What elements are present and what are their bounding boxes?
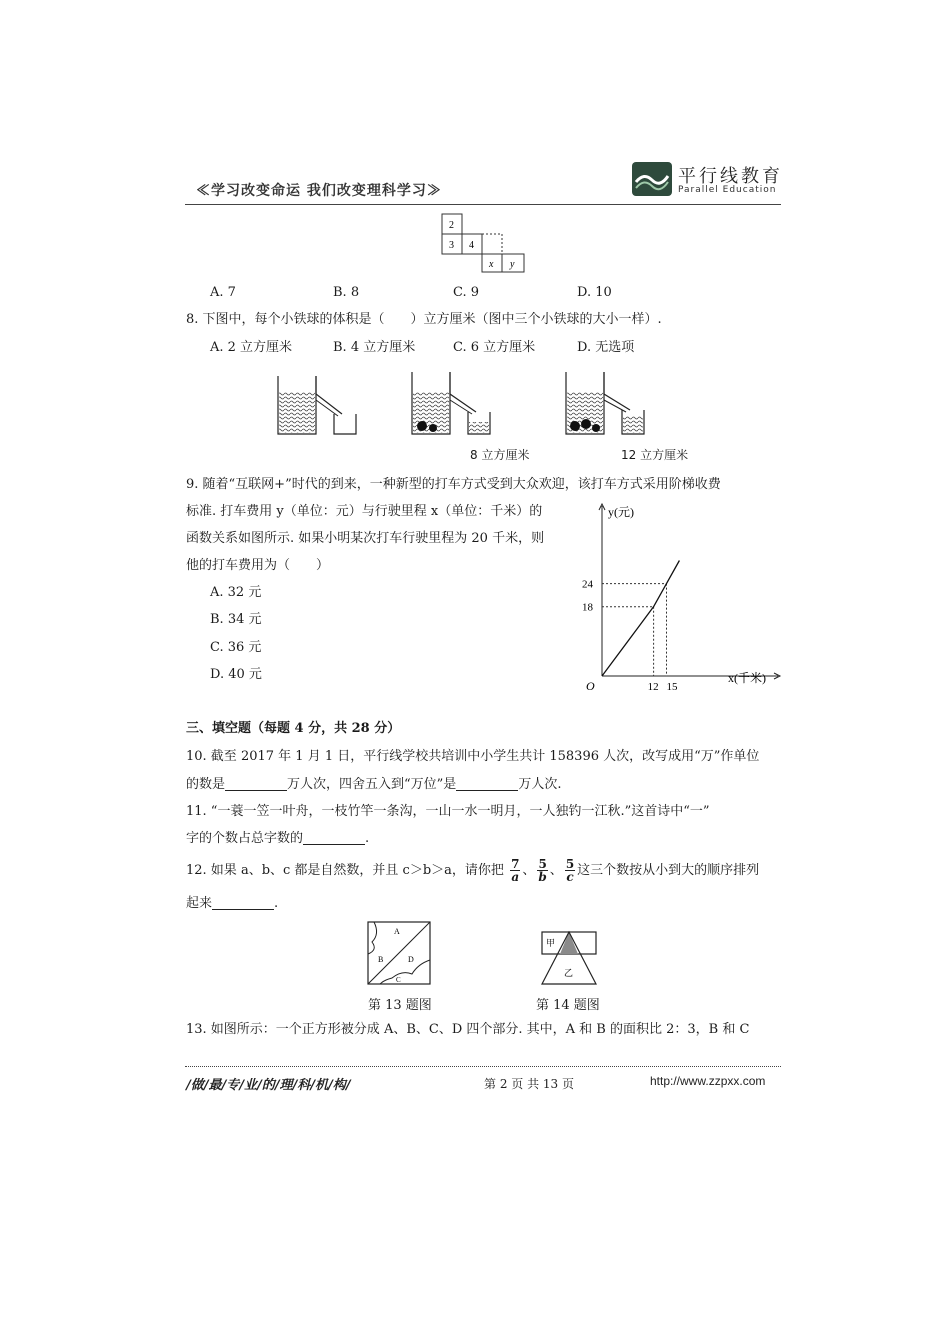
iron-ball — [429, 424, 437, 432]
fig14-label-yi: 乙 — [564, 969, 574, 979]
q9-option-c: C. 36 元 — [210, 640, 262, 655]
q9-option-a: A. 32 元 — [210, 585, 262, 600]
fraction-5-over-c — [565, 858, 575, 883]
q10-text-a: 的数是 — [186, 777, 226, 792]
footer-slogan: /做/最/专/业/的/理/科/机/构/ — [186, 1078, 351, 1093]
q7-option-d: D. 10 — [577, 285, 612, 300]
frac1-numerator: 7 — [511, 857, 520, 871]
brand-name: 平行线教育 — [678, 166, 783, 187]
x-tick-label: 12 — [647, 681, 659, 693]
q8-option-a: A. 2 立方厘米 — [210, 340, 293, 355]
beaker-set-1 — [278, 376, 356, 434]
q7-option-b: B. 8 — [333, 285, 360, 300]
q8-option-c: C. 6 立方厘米 — [453, 340, 536, 355]
beaker-caption-3: 12 立方厘米 — [621, 448, 689, 462]
footer-dotted-rule — [185, 1066, 781, 1067]
net-label-3: 3 — [449, 240, 454, 251]
taxi-fare-chart — [578, 498, 788, 694]
q9-option-b: B. 34 元 — [210, 612, 262, 627]
q12-blank[interactable] — [212, 895, 274, 910]
figure-13-caption: 第 13 题图 — [368, 998, 432, 1013]
brand-english: Parallel Education — [678, 185, 777, 195]
q10-line-2 — [186, 776, 561, 794]
q11-text-a: 字的个数占总字数的 — [186, 831, 304, 846]
footer-url[interactable]: http://www.zzpxx.com — [650, 1074, 766, 1088]
q12-sep-2: 、 — [549, 863, 563, 878]
iron-ball — [570, 421, 580, 431]
frac2-numerator: 5 — [538, 857, 547, 871]
origin-label: O — [586, 679, 595, 693]
fare-line — [602, 561, 679, 677]
q7-option-c: C. 9 — [453, 285, 480, 300]
net-label-4: 4 — [469, 240, 474, 251]
header-slogan: ≪学习改变命运 我们改变理科学习≫ — [196, 183, 442, 199]
beaker-caption-2: 8 立方厘米 — [470, 448, 530, 462]
q12-text-d: . — [274, 896, 279, 911]
q11-line-2 — [186, 830, 369, 848]
q8-option-b: B. 4 立方厘米 — [333, 340, 416, 355]
frac1-denominator: a — [511, 870, 520, 884]
iron-ball — [581, 419, 591, 429]
q13-line-1: 13. 如图所示：一个正方形被分成 A、B、C、D 四个部分. 其中，A 和 B 的面积比 2：3，B 和 C — [186, 1022, 750, 1037]
beaker-set-3 — [566, 372, 644, 434]
fig13-label-c: C — [396, 976, 401, 984]
frac3-numerator: 5 — [565, 857, 575, 871]
figure-14-caption: 第 14 题图 — [536, 998, 600, 1013]
q8-option-d: D. 无选项 — [577, 340, 635, 355]
fig13-label-d: D — [408, 955, 414, 964]
q7-option-a: A. 7 — [210, 285, 236, 300]
section-3-title: 三、填空题（每题 4 分，共 28 分） — [186, 721, 401, 736]
beakers-figure — [272, 368, 692, 440]
beaker-set-2 — [412, 372, 490, 434]
header-rule — [185, 204, 781, 205]
x-axis-label: x(千米) — [728, 671, 766, 685]
q10-line-1: 10. 截至 2017 年 1 月 1 日，平行线学校共培训中小学生共计 158396 人次，改写成用“万”作单位 — [186, 749, 760, 764]
fraction-5-over-b — [537, 858, 547, 883]
q9-line-2: 标准. 打车费用 y（单位：元）与行驶里程 x（单位：千米）的 — [186, 504, 543, 519]
net-label-2: 2 — [449, 220, 454, 231]
q8-stem: 8. 下图中，每个小铁球的体积是（ ）立方厘米（图中三个小铁球的大小一样）. — [186, 312, 662, 327]
q10-text-c: 万人次. — [518, 777, 562, 792]
q12-sep-1: 、 — [522, 863, 536, 878]
y-axis-label: y(元) — [608, 505, 634, 519]
q10-blank-1[interactable] — [225, 776, 287, 791]
q9-option-d: D. 40 元 — [210, 667, 262, 682]
q9-line-1: 9. 随着“互联网+”时代的到来，一种新型的打车方式受到大众欢迎，该打车方式采用阶梯收费 — [186, 477, 721, 492]
fraction-7-over-a — [510, 858, 520, 883]
q12-line-2 — [186, 895, 278, 913]
q11-blank[interactable] — [303, 830, 365, 845]
q12-text-b: 这三个数按从小到大的顺序排列 — [577, 863, 760, 878]
x-tick-label: 15 — [666, 681, 678, 693]
q10-blank-2[interactable] — [456, 776, 518, 791]
y-tick-label: 18 — [582, 601, 593, 614]
q11-line-1: 11. “一蓑一笠一叶舟，一枝竹竿一条沟，一山一水一明月，一人独钓一江秋.”这首诗中“一” — [186, 804, 710, 819]
y-tick-label: 24 — [582, 578, 593, 591]
q9-line-3: 函数关系如图所示. 如果小明某次打车行驶里程为 20 千米，则 — [186, 531, 545, 546]
frac3-denominator: c — [566, 870, 574, 884]
fig13-label-a: A — [394, 927, 400, 936]
brand-logo — [632, 162, 672, 196]
q9-line-4: 他的打车费用为（ ） — [186, 558, 330, 573]
net-label-y: y — [510, 259, 515, 270]
cube-net-figure — [440, 212, 530, 276]
frac2-denominator: b — [538, 870, 547, 884]
q12-line-1 — [186, 858, 759, 884]
q11-text-b: . — [365, 831, 370, 846]
fig14-label-jia: 甲 — [546, 939, 556, 949]
iron-ball — [592, 424, 600, 432]
iron-ball — [417, 421, 427, 431]
q12-text-c: 起来 — [186, 896, 213, 911]
page-number: 第 2 页 共 13 页 — [484, 1077, 574, 1091]
figure-13-square — [366, 920, 434, 986]
q12-text-a: 12. 如果 a、b、c 都是自然数，并且 c＞b＞a，请你把 — [186, 863, 504, 878]
net-label-x: x — [489, 259, 494, 270]
fig13-label-b: B — [378, 955, 384, 964]
figure-14-triangle — [540, 926, 600, 988]
q10-text-b: 万人次，四舍五入到“万位”是 — [287, 777, 457, 792]
